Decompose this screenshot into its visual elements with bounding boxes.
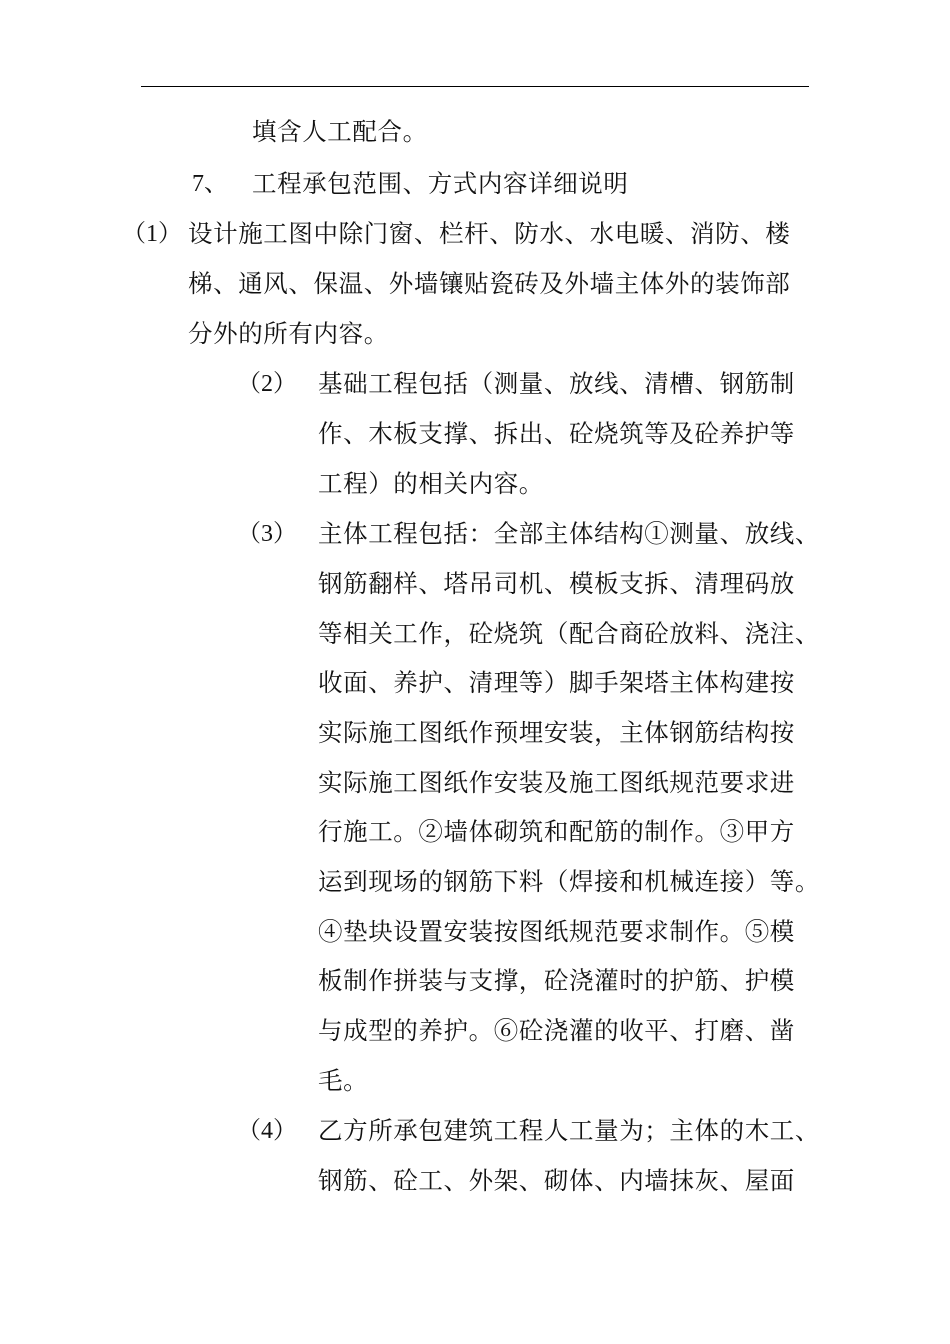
item-text-line: 收面、养护、清理等）脚手架塔主体构建按 — [318, 668, 795, 697]
item-text-line: 梯、通风、保温、外墙镶贴瓷砖及外墙主体外的装饰部 — [188, 269, 791, 298]
continuation-line: 填含人工配合。 — [252, 117, 428, 146]
item-text-line: 与成型的养护。⑥砼浇灌的收平、打磨、凿 — [318, 1016, 795, 1045]
item-text-line: 设计施工图中除门窗、栏杆、防水、水电暖、消防、楼 — [188, 219, 791, 248]
item-text-line: 作、木板支撑、拆出、砼烧筑等及砼养护等 — [318, 419, 795, 448]
header-rule — [141, 86, 809, 87]
item-label: （2） — [237, 371, 297, 397]
item-text-line: 钢筋翻样、塔吊司机、模板支拆、清理码放 — [318, 569, 795, 598]
item-text-line: 等相关工作，砼烧筑（配合商砼放料、浇注、 — [318, 619, 820, 648]
item-text-line: 板制作拼装与支撑，砼浇灌时的护筋、护模 — [318, 966, 795, 995]
item-label: （4） — [237, 1118, 297, 1144]
section-title: 工程承包范围、方式内容详细说明 — [252, 169, 629, 198]
item-text-line: 实际施工图纸作预埋安装，主体钢筋结构按 — [318, 718, 795, 747]
item-text-line: 主体工程包括：全部主体结构①测量、放线、 — [318, 519, 820, 548]
item-text-line: 实际施工图纸作安装及施工图纸规范要求进 — [318, 768, 795, 797]
item-text-line: 基础工程包括（测量、放线、清槽、钢筋制 — [318, 369, 795, 398]
item-text-line: 行施工。②墙体砌筑和配筋的制作。③甲方 — [318, 817, 795, 846]
item-text-line: ④垫块设置安装按图纸规范要求制作。⑤模 — [318, 917, 795, 946]
item-label: （3） — [237, 521, 297, 547]
item-text-line: 工程）的相关内容。 — [318, 469, 544, 498]
item-text-line: 运到现场的钢筋下料（焊接和机械连接）等。 — [318, 867, 820, 896]
item-text-line: 毛。 — [318, 1066, 369, 1095]
item-text-line: 乙方所承包建筑工程人工量为；主体的木工、 — [318, 1116, 820, 1145]
item-label: （1） — [122, 221, 182, 247]
section-number: 7、 — [192, 171, 228, 197]
item-text-line: 分外的所有内容。 — [188, 319, 389, 348]
item-text-line: 钢筋、砼工、外架、砌体、内墙抹灰、屋面 — [318, 1166, 795, 1195]
